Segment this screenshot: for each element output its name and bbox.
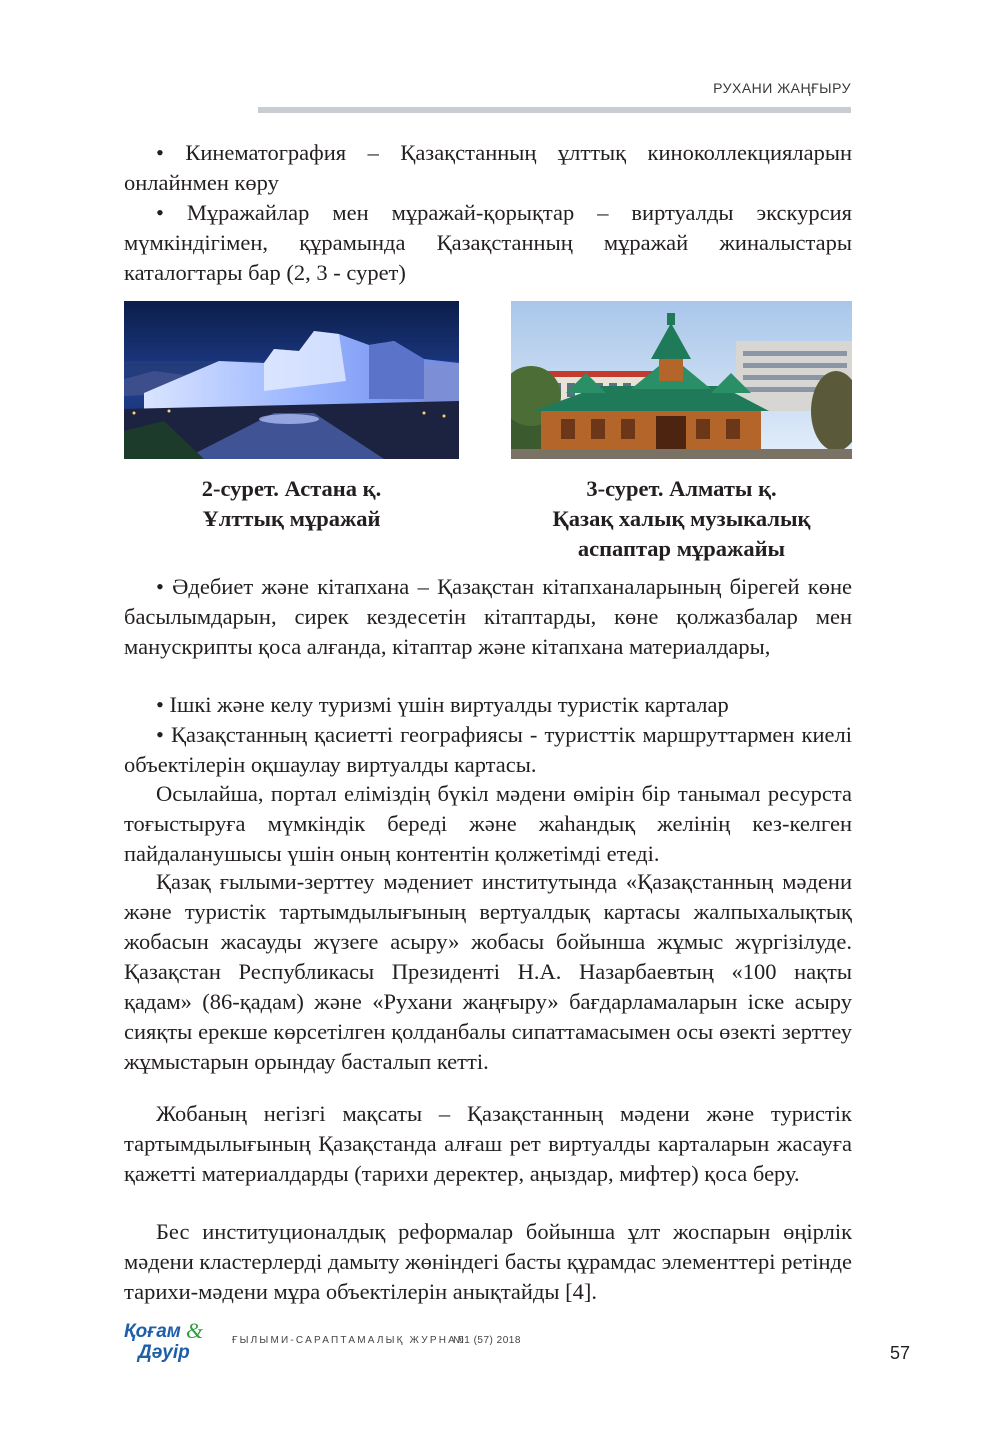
caption-line: 2-сурет. Астана қ. — [201, 476, 382, 501]
figure-2-caption — [124, 474, 459, 534]
bullet-cinematography: • Кинематография – Қазақстанның ұлттық киноколлекцияларын онлайнмен көру — [124, 140, 852, 195]
header-rule — [258, 107, 851, 113]
caption-line: Ұлттық мұражай — [202, 506, 381, 531]
paragraph-portal: Осылайша, портал еліміздің бүкіл мәдени өмірін бір танымал ресурста тоғыстыруға мүмкіндік береді және жаһандық желінің кез-келген пайдаланушысы үшін оның контентін қолжетімді етеді. — [124, 781, 852, 866]
journal-logo — [124, 1318, 214, 1362]
bullet-sacred-geography: • Қазақстанның қасиетті географиясы - туристтік маршруттармен киелі объектілерін оқшаулау виртуалды картасы. — [124, 722, 852, 777]
section-title: РУХАНИ ЖАҢҒЫРУ — [713, 80, 851, 96]
logo-word-1: Қоғам — [124, 1321, 181, 1342]
page-number: 57 — [890, 1343, 911, 1363]
paragraph-institute: Қазақ ғылыми-зерттеу мәдениет институтында «Қазақстанның мәдени және туристік тартымдылығының вертуалдық картасы жалпыхалықтық жобасын жасауды жүзеге асыру» жобасы бойынша жұмыс жүргізілуде. Қазақстан Республикасы Президенті Н.А. Назарбаевтың «100 нақты қадам» (86-қадам) және «Рухани жаңғыру» бағдарламаларын іске асыру сияқты ерекше көрсетілген қолданбалы сипаттамасымен осы өзекті зерттеу жұмыстарын орындау басталып кетті. — [124, 869, 852, 1074]
paragraph-goal: Жобаның негізгі мақсаты – Қазақстанның мәдени және туристік тартымдылығының Қазақстанда алғаш рет виртуалды карталарын жасауға қажетті материалдарды (тарихи деректер, аңыздар, мифтер) қоса беру. — [124, 1101, 852, 1186]
photo-almaty-museum — [511, 301, 852, 459]
logo-ampersand: & — [186, 1318, 204, 1343]
caption-line: Қазақ халық музыкалық — [552, 506, 811, 531]
bullet-tourism-maps: • Ішкі және келу туризмі үшін виртуалды туристік карталар — [156, 692, 729, 717]
caption-line: аспаптар мұражайы — [577, 536, 786, 561]
caption-line: 3-сурет. Алматы қ. — [586, 476, 777, 501]
photo-astana-museum — [124, 301, 459, 459]
figure-3-caption — [511, 474, 852, 564]
bullet-museums: • Мұражайлар мен мұражай-қорықтар – виртуалды экскурсия мүмкіндігімен, құрамында Қазақстанның мұражай жиналыстары каталогтары бар (2, 3 - сурет) — [124, 200, 852, 285]
issue-number: №1 (57) 2018 — [453, 1335, 521, 1346]
paragraph-reforms: Бес институционалдық реформалар бойынша ұлт жоспарын өңірлік мәдени кластерлерді дамыту жөніндегі басты құрамдас элементтері ретінде тарихи-мәдени мұра объектілерін анықтайды [4]. — [124, 1219, 852, 1304]
journal-name: ҒЫЛЫМИ-САРАПТАМАЛЫҚ ЖУРНАЛ — [232, 1335, 466, 1346]
logo-word-2: Дәуір — [138, 1342, 190, 1362]
bullet-literature: • Әдебиет және кітапхана – Қазақстан кітапханаларының бірегей көне басылымдарын, сирек кездесетін кітаптарды, көне қолжазбалар мен манускрипты қоса алғанда, кітаптар және кітапхана материалдары, — [124, 574, 852, 659]
